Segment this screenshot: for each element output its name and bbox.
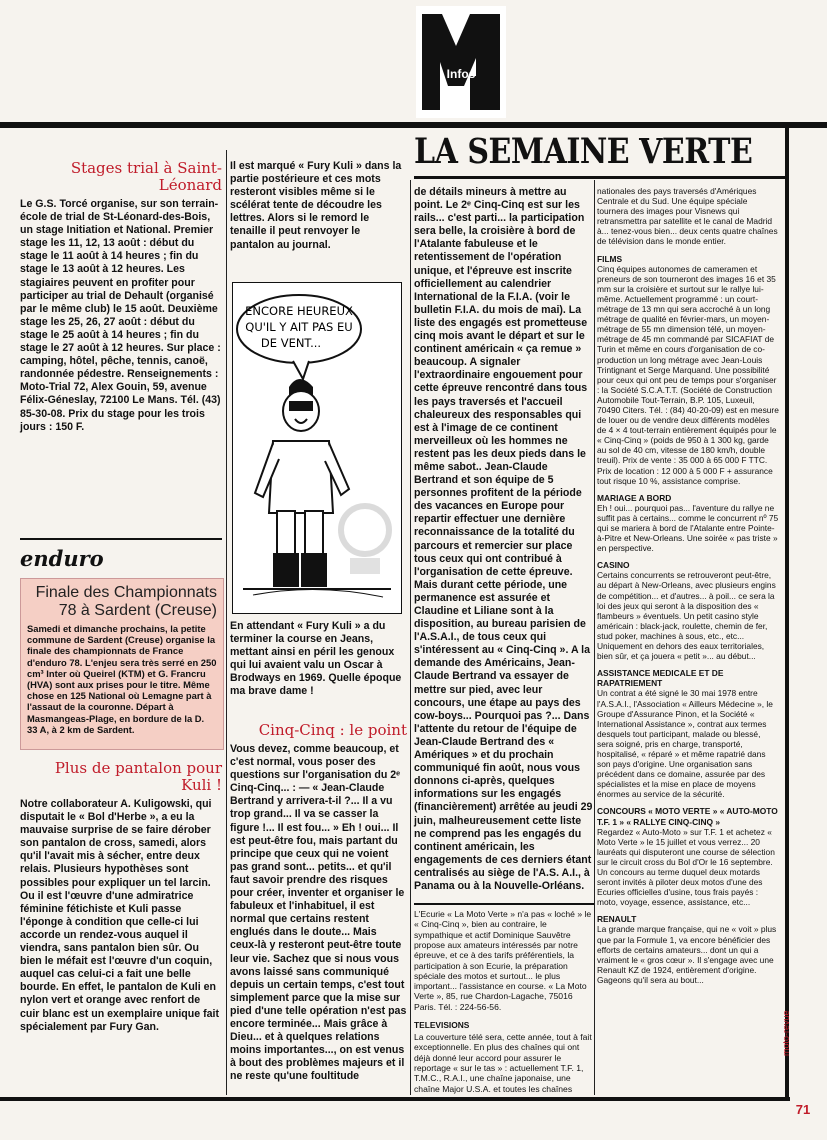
page-headline: LA SEMAINE VERTE <box>414 132 753 173</box>
column-2-top <box>230 160 407 252</box>
ecurie-note: L'Ecurie « La Moto Verte » n'a pas « loché » le « Cinq-Cinq », bien au contraire, le sympathique et actif Dominique Sauvêtre propose aux amateurs intéressés par notre épreuve, et ce à des tarifs préférentiels, la participation à son Ecurie, la préparation spéciale des motos et surtout... le plus important... l'assistance en course. « La Moto Verte », 85, rue Chardon-Lagache, 75016 Paris. Tél. : 224-56-56. <box>414 903 594 1012</box>
column-separator <box>594 180 595 1095</box>
televisions-body: La couverture télé sera, cette année, tout à fait exceptionnelle. En plus des chaînes qui ont déjà donné leur accord pour assurer le reportage « sur le tas » : actuellement T.F. 1, T.M.C., R.A.I., une chaîne japonaise, une chaîne Major U.S.A. et toutes les chaînes <box>414 1032 592 1094</box>
assistance-heading: ASSISTANCE MEDICALE ET DE RAPATRIEMENT <box>597 668 724 689</box>
section-title-cinq-cinq: Cinq-Cinq : le point <box>258 721 407 739</box>
casino-body: Certains concurrents se retrouveront peut-être, au départ à New-Orleans, avec plusieurs engins de compétition... et d'autres... à poil... ce sera la loi des jeux qui seront à la disposition des « flambeurs » éventuels. Un petit casino style américain : black-jack, roulette, chemin de fer, stud poker, machines à sous, etc., etc... Uniquement en dehors des eaux territoriales, bien sûr, et ça jouera « petit »... au début... <box>597 570 776 662</box>
concours-heading: CONCOURS « MOTO VERTE » « AUTO-MOTO T.F. 1 » « RALLYE CINQ-CINQ » <box>597 806 778 827</box>
renault-heading: RENAULT <box>597 914 637 925</box>
column-separator <box>410 180 411 1095</box>
section-title-kuli: Plus de pantalon pour Kuli ! <box>54 759 222 794</box>
sardent-box <box>20 578 224 750</box>
headline-underline <box>414 176 786 179</box>
section-title-stages-trial: Stages trial à Saint-Léonard <box>70 159 222 194</box>
bubble-line-1: ENCORE HEUREUX <box>245 304 353 318</box>
televisions-heading: TELEVISIONS <box>414 1020 470 1031</box>
fury-kuli-jeans: En attendant « Fury Kuli » a du terminer la course en Jeans, mettant ainsi en péril les genoux qui lui avaient valu un Oscar à Brodways en 1969. Quelle époque ma brave dame ! <box>230 620 402 698</box>
mariage-heading: MARIAGE A BORD <box>597 492 672 503</box>
stages-trial-body: Le G.S. Torcé organise, sur son terrain-école de trial de St-Léonard-des-Bois, un stage Initiation et National. Premier stage les 11, 12, 13 août : début du stage le 11 août à 14 heures ; fin du stage le 13 août à 12 heures. Les stagiaires peuvent en profiter pour participer au trial de Dehault (organisé par le même club) le 15 août. Deuxième stage les 25, 26, 27 août : début du stage le 25 août à 14 heures ; fin du stage le 27 août à 12 heures. Sur place : camping, hôtel, pêche, tennis, canoë, randonnée pédestre. Renseignements : Moto-Trial 72, Alex Gouin, 59, avenue Félix-Géneslay, 72100 Le Mans. Tél. (43) 85-30-08. Prix du stage pour les trois jours : 150 F. <box>20 198 221 433</box>
bubble-line-2: QU'IL Y AIT PAS EU <box>245 320 353 334</box>
cinq-cinq-continued: de détails mineurs à mettre au point. Le 2ᵉ Cinq-Cinq est sur les rails... c'est parti... la participation sera belle, la croisière à bord de l'Atalante fabuleuse et le retentissement de l'opération unique, et l'épreuve est inscrite officiellement au calendrier International de la F.I.A. (voir le bulletin F.I.A. du mois de mai). La liste des engagés est prometteuse cinq mois avant le départ et sur le continent américain « ça remue » beaucoup. A signaler l'extraordinaire engouement pour cette épreuve rencontré dans tous les pays traversés et l'accueil chaleureux des responsables qui est à l'image de ce continent merveilleux où les hommes ne restent pas les deux pieds dans le même sabot.. Jean-Claude Bertrand et son équipe de 5 personnes profitent de la période des vacances en Europe pour repartir effectuer une dernière reconnaissance de la totalité du parcours et remercier sur place tous ceux qui ont contribué à l'organisation de cette épreuve. Mais durant cette période, une permanence est assurée et Claudine et Liliane sont à la disposition, au bureau parisien de l'A.S.A.I., de tous ceux qui s'intéressent au « Cinq-Cinq ». A la demande des Américains, Jean-Claude Bertrand va essayer de mettre sur pied, avec leur concours, une étape au pays des cow-boys... Pourquoi pas ?... Dans l'attente du retour de l'équipe de Jean-Claude Bertrand des « Amériques » et du prochain communiqué fin août, nous vous donnons ci-après, quelques informations sur les engagés (financièrement) arrêtée au jeudi 29 juin, malheureusement cette liste ne comprend pas les engagés du continent américain, les engagements de ces derniers étant centralisés au siège de l'A.S. A.I., à Panama ou à la Nouvelle-Orléans. <box>414 186 593 892</box>
sardent-title: Finale des Championnats 78 à Sardent (Creuse) <box>35 584 217 619</box>
page-number: 71 <box>795 1102 811 1117</box>
enduro-heading: enduro <box>20 546 104 571</box>
kuli-body: Notre collaborateur A. Kuligowski, qui disputait le « Bol d'Herbe », a eu la mauvaise surprise de se faire dérober son pantalon de cross, samedi, alors qu'il l'avait mis à sécher, entre deux relais. Plusieurs hypothèses sont possibles pour expliquer un tel larcin. Ou il est l'œuvre d'une admiratrice féminine fétichiste et Kuli passe l'éponge à condition que celle-ci lui accorde un rendez-vous auquel il viendra, sans pantalon bien sûr. Ou bien le méfait est l'œuvre d'un coquin, auquel cas celui-ci a fait une belle bourde. En effet, le pantalon de Kuli en nylon vert et orange avec renfort de cuir blanc est un exemplaire unique fait spécialement par Fury Gan. <box>20 798 219 1033</box>
cinq-cinq-body: Vous devez, comme beaucoup, et c'est normal, vous poser des questions sur l'organisation du 2ᵉ Cinq-Cinq... : — « Jean-Claude Bertrand y arrivera-t-il ?... Il a vu trop grand... Il va se casser la figure !... Il est fou... » Eh ! oui... Il est peut-être fou, mais partant du principe que ceux qui ne voient pas grand sont... petits... et qu'il faut savoir prendre des risques pour créer, inventer et organiser le fabuleux et l'inhabituel, il est normal que certains restent englués dans le doute... Mais ceux-là y resteront peut-être toute leur vie. Sachez que si nous vous avons laissé sans communiqué depuis un certain temps, c'est tout simplement parce que la mise sur pied d'une telle opération n'est pas encore terminée... Mais grâce à Dieu... et à quelques relations moins importantes..., on est venus à bout des problèmes majeurs et il ne reste qu'une foultitude <box>230 743 407 1083</box>
kuli-article <box>20 760 222 1034</box>
logo-label: Infos <box>446 67 476 81</box>
fury-kuli-text: Il est marqué « Fury Kuli » dans la partie postérieure et ces mots resteront visibles même si le scélérat tente de découdre les lettres. Alors si le remord le tenaille il peut renvoyer le pantalon au journal. <box>230 160 402 251</box>
right-rule <box>785 122 789 1100</box>
casino-heading: CASINO <box>597 560 630 571</box>
renault-body: La grande marque française, qui ne « voit » plus que par la Formule 1, va encore bénéficier des efforts de certains amateurs... dont un qui a vraiment le « gros cœur ». Il s'engage avec une Renault KZ de 1924, entièrement d'origine. Gageons qu'il sera au bout... <box>597 924 777 985</box>
bottom-rule <box>0 1097 790 1101</box>
column-2-mid <box>230 620 407 699</box>
top-rule <box>0 122 827 128</box>
mariage-body: Eh ! oui... pourquoi pas... l'aventure du rallye ne suffit pas à certains... comme le concurrent nº 75 qui se mariera à bord de l'Atalante entre Pointe-à-Pitre et New-Orleans. Une soirée « pas triste » en perspective. <box>597 502 779 554</box>
column-4 <box>597 186 779 985</box>
column-3 <box>414 186 594 1094</box>
assistance-body: Un contrat a été signé le 30 mai 1978 entre l'A.S.A.I., l'Association « Ailleurs Médecine », le Groupe d'Assurance Pinon, et la Société « International Assistance », contrat aux termes desquels tout participant, malade ou blessé, sera soigné, pris en charge, transporté, hospitalisé, « réparé » et même rapatrié dans son pays d'origine. Une organisation sans précédent dans ce domaine, assurée par des spécialistes et la mise en place de moyens énormes au service de la sécurité. <box>597 688 773 800</box>
enduro-rule <box>20 538 222 540</box>
magazine-side-label: moto-revue <box>781 1010 791 1056</box>
infos-mr-logo <box>416 6 506 118</box>
watermark-logo <box>330 500 400 580</box>
films-heading: FILMS <box>597 253 623 264</box>
concours-body: Regardez « Auto-Moto » sur T.F. 1 et achetez « Moto Verte » le 15 juillet et vous verrez... 20 lauréats qui disputeront une course de sélection sur le circuit cross du Bol d'Or le 16 septembre. Un concours au terme duquel deux motards seront invités à piloter deux motos d'une des Ecuries officielles d'usine, tous frais payés : moto, voyage, essence, assistance, etc... <box>597 826 775 908</box>
bubble-line-3: DE VENT... <box>260 336 322 350</box>
sardent-body: Samedi et dimanche prochains, la petite commune de Sardent (Creuse) organise la finale des championnats de France d'enduro 78. L'enjeu sera très serré en 250 cm³ Inter où Queirel (KTM) et G. Francru (HVA) sont aux prises pour le titre. Même chose en 125 National où Lemagne part à l'assaut de la couronne. Départ à Masmangeas-Plage, en bordure de la D. 33 A, à 2 km de Sardent. <box>27 623 217 735</box>
column-1 <box>20 160 222 434</box>
cinq-cinq-article <box>230 722 407 1083</box>
tv-continued: nationales des pays traversés d'Amériques Centrale et du Sud. Une équipe spéciale tournera des images pour Visnews qui retransmettra par satellite et le canal de Madrid à... tenez-vous bien... deux cents quatre chaînes de télévision dans le monde entier. <box>597 186 778 247</box>
column-separator <box>226 150 227 1095</box>
films-body: Cinq équipes autonomes de cameramen et preneurs de son tourneront des images 16 et 35 mm sur la croisière et surtout sur le rallye lui-même. Actuellement programmé : un court-métrage de 13 mn qui sera accroché à un long métrage de qualité en février-mars, un moyen-métrage de 55 mn dimension télé, un moyen-métrage de 45 mn commandé par SICAFIAT de Turin et même en cours d'organisation de co-production un long métrage avec Jean-Louis Trintignant et Serge Marquand. Une possibilité pour ceux qui ont peu de temps pour s'organiser : la Société S.C.A.T.T. (Société de Construction Automobile Tout-Terrain, B.P. 105, Luxeuil, 70490 Citers. Tél. : (84) 40-20-09) est en mesure de louer ou de vendre deux différents modèles de 4 × 4 tout-terrain entièrement équipés pour le « Cinq-Cinq » (poids de 950 à 1 300 kg, garde au sol de 40 cm, vitesse de 180 km/h, double treuil). Prix de vente : 35 000 à 65 000 F TTC. Prix de location : 12 000 à 5 000 F + assurance tout risque 10 %, assistance comprise. <box>597 263 779 486</box>
